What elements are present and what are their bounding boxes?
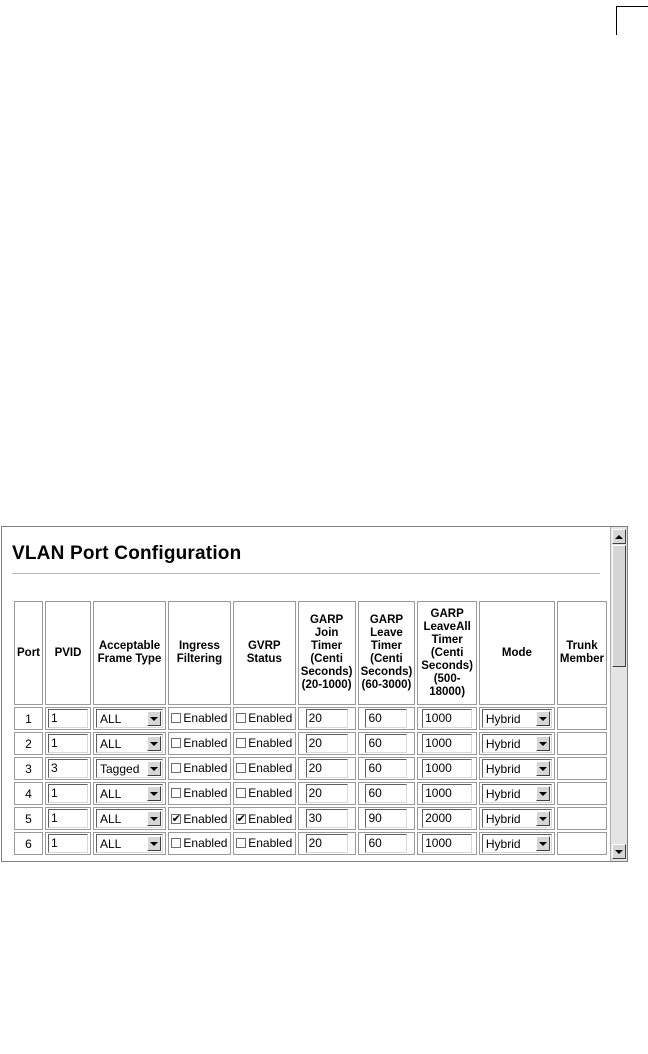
gvrp-checkbox[interactable] <box>236 786 292 800</box>
trunk-cell <box>557 782 607 805</box>
frame-type-select-button[interactable] <box>147 761 161 776</box>
frame-type-cell <box>93 732 166 755</box>
arrow-up-icon <box>615 535 623 539</box>
frame-type-cell <box>93 782 166 805</box>
mode-select-button[interactable] <box>536 711 550 726</box>
pvid-cell <box>45 832 91 855</box>
page-corner-mark <box>616 6 648 35</box>
leaveall-timer-input[interactable]: 2000 <box>422 809 472 828</box>
frame-type-select[interactable] <box>96 709 163 728</box>
mode-cell <box>479 782 555 805</box>
leave-cell <box>358 757 416 780</box>
col-header-mode: Mode <box>479 601 555 705</box>
ingress-checkbox-label: Enabled <box>183 711 228 725</box>
frame-type-select-value: ALL <box>100 711 122 726</box>
mode-select-button[interactable] <box>536 811 550 826</box>
leaveall-cell <box>417 807 476 830</box>
mode-select[interactable] <box>482 759 552 778</box>
pvid-cell <box>45 782 91 805</box>
mode-select[interactable] <box>482 784 552 803</box>
ingress-checkbox-box[interactable] <box>171 788 181 798</box>
gvrp-cell <box>233 832 296 855</box>
leave-timer-input[interactable]: 60 <box>365 784 407 803</box>
mode-cell <box>479 757 555 780</box>
gvrp-checkbox-box[interactable]: ✔ <box>236 812 246 825</box>
gvrp-checkbox-box[interactable] <box>236 838 246 848</box>
col-header-pvid: PVID <box>45 601 91 705</box>
port-cell: 2 <box>14 732 43 755</box>
ingress-checkbox[interactable] <box>171 761 227 775</box>
mode-select-button[interactable] <box>536 761 550 776</box>
join-timer-input[interactable]: 30 <box>306 809 348 828</box>
frame-type-select-button[interactable] <box>147 811 161 826</box>
frame-type-select-button[interactable] <box>147 836 161 851</box>
gvrp-checkbox[interactable] <box>236 711 292 725</box>
frame-type-select[interactable] <box>96 809 163 828</box>
vertical-scrollbar[interactable] <box>610 527 627 861</box>
ingress-cell <box>168 757 231 780</box>
table-row <box>14 782 607 805</box>
frame-type-select[interactable] <box>96 734 163 753</box>
gvrp-checkbox[interactable] <box>236 836 292 850</box>
frame-type-select[interactable] <box>96 784 163 803</box>
table-row <box>14 707 607 730</box>
trunk-cell <box>557 832 607 855</box>
table-row <box>14 832 607 855</box>
ingress-checkbox-box[interactable] <box>171 763 181 773</box>
join-timer-input[interactable]: 20 <box>306 834 348 853</box>
gvrp-checkbox-label: Enabled <box>248 711 293 725</box>
ingress-checkbox-box[interactable] <box>171 713 181 723</box>
content-area <box>2 527 609 861</box>
table-row <box>14 732 607 755</box>
ingress-checkbox-box[interactable]: ✔ <box>171 812 181 825</box>
mode-cell <box>479 732 555 755</box>
leave-timer-input[interactable]: 60 <box>365 834 407 853</box>
leaveall-cell <box>417 832 476 855</box>
leaveall-timer-input[interactable]: 1000 <box>422 759 472 778</box>
ingress-checkbox[interactable] <box>171 711 227 725</box>
col-header-frame-type: Acceptable Frame Type <box>93 601 166 705</box>
leaveall-cell <box>417 757 476 780</box>
leaveall-timer-input[interactable]: 1000 <box>422 734 472 753</box>
col-header-join-timer: GARP Join Timer (Centi Seconds) (20-1000) <box>298 601 356 705</box>
gvrp-cell <box>233 757 296 780</box>
leaveall-cell <box>417 732 476 755</box>
gvrp-checkbox[interactable] <box>236 812 292 826</box>
frame-type-select[interactable] <box>96 834 163 853</box>
ingress-checkbox-box[interactable] <box>171 738 181 748</box>
chevron-down-icon <box>150 742 158 746</box>
port-cell: 6 <box>14 832 43 855</box>
mode-select-button[interactable] <box>536 786 550 801</box>
title-divider <box>12 573 600 574</box>
arrow-down-icon <box>615 850 623 854</box>
ingress-cell <box>168 732 231 755</box>
ingress-checkbox-label: Enabled <box>183 786 228 800</box>
join-timer-input[interactable]: 20 <box>306 759 348 778</box>
chevron-down-icon <box>539 742 547 746</box>
leave-timer-input[interactable]: 60 <box>365 734 407 753</box>
ingress-checkbox-label: Enabled <box>183 761 228 775</box>
leave-cell <box>358 707 416 730</box>
chevron-down-icon <box>539 717 547 721</box>
frame-type-cell <box>93 807 166 830</box>
port-cell: 5 <box>14 807 43 830</box>
col-header-ingress: Ingress Filtering <box>168 601 231 705</box>
col-header-leave-timer: GARP Leave Timer (Centi Seconds) (60-3000) <box>358 601 416 705</box>
gvrp-checkbox[interactable] <box>236 736 292 750</box>
pvid-input[interactable]: 1 <box>48 784 88 803</box>
chevron-down-icon <box>539 842 547 846</box>
ingress-checkbox[interactable] <box>171 786 227 800</box>
ingress-checkbox[interactable] <box>171 836 227 850</box>
leave-timer-input[interactable]: 60 <box>365 759 407 778</box>
table-row <box>14 757 607 780</box>
mode-select-value: Hybrid <box>485 761 521 776</box>
chevron-down-icon <box>539 767 547 771</box>
mode-cell <box>479 807 555 830</box>
leave-cell <box>358 807 416 830</box>
frame-type-select-value: ALL <box>100 736 122 751</box>
frame-type-cell <box>93 707 166 730</box>
chevron-down-icon <box>150 817 158 821</box>
trunk-cell <box>557 707 607 730</box>
gvrp-checkbox-label: Enabled <box>248 836 293 850</box>
gvrp-checkbox-box[interactable] <box>236 738 246 748</box>
scroll-down-button[interactable] <box>612 844 626 859</box>
gvrp-cell <box>233 707 296 730</box>
join-timer-input[interactable]: 20 <box>306 709 348 728</box>
mode-select-value: Hybrid <box>485 786 521 801</box>
mode-select-value: Hybrid <box>485 711 521 726</box>
ingress-checkbox[interactable] <box>171 812 227 826</box>
join-cell <box>298 832 356 855</box>
gvrp-checkbox-label: Enabled <box>248 812 293 827</box>
leave-timer-input[interactable]: 60 <box>365 709 407 728</box>
frame-type-select-value: ALL <box>100 836 122 851</box>
header-row <box>14 601 607 705</box>
leaveall-cell <box>417 707 476 730</box>
browser-frame <box>1 526 628 862</box>
frame-type-select-value: ALL <box>100 786 122 801</box>
join-cell <box>298 757 356 780</box>
frame-type-select-value: ALL <box>100 811 122 826</box>
mode-select[interactable] <box>482 834 552 853</box>
table-row <box>14 807 607 830</box>
gvrp-checkbox-label: Enabled <box>248 736 293 750</box>
chevron-down-icon <box>539 792 547 796</box>
frame-type-select-button[interactable] <box>147 711 161 726</box>
leave-cell <box>358 832 416 855</box>
mode-select-value: Hybrid <box>485 736 521 751</box>
join-cell <box>298 707 356 730</box>
ingress-cell <box>168 707 231 730</box>
pvid-input[interactable]: 3 <box>48 759 88 778</box>
col-header-gvrp: GVRP Status <box>233 601 296 705</box>
join-timer-input[interactable]: 20 <box>306 734 348 753</box>
chevron-down-icon <box>150 842 158 846</box>
gvrp-checkbox-label: Enabled <box>248 786 293 800</box>
frame-type-cell <box>93 757 166 780</box>
pvid-cell <box>45 732 91 755</box>
ingress-checkbox-label: Enabled <box>183 836 228 850</box>
pvid-cell <box>45 707 91 730</box>
ingress-cell <box>168 782 231 805</box>
leave-cell <box>358 782 416 805</box>
gvrp-cell <box>233 807 296 830</box>
join-timer-input[interactable]: 20 <box>306 784 348 803</box>
leaveall-timer-input[interactable]: 1000 <box>422 834 472 853</box>
mode-cell <box>479 832 555 855</box>
ingress-checkbox-label: Enabled <box>183 812 228 827</box>
pvid-input[interactable]: 1 <box>48 709 88 728</box>
frame-type-cell <box>93 832 166 855</box>
chevron-down-icon <box>150 767 158 771</box>
col-header-leaveall-timer: GARP LeaveAll Timer (Centi Seconds) (500-18000) <box>417 601 476 705</box>
chevron-down-icon <box>150 717 158 721</box>
join-cell <box>298 732 356 755</box>
mode-select[interactable] <box>482 809 552 828</box>
gvrp-checkbox-box[interactable] <box>236 713 246 723</box>
pvid-input[interactable]: 1 <box>48 834 88 853</box>
leaveall-timer-input[interactable]: 1000 <box>422 709 472 728</box>
scroll-up-button[interactable] <box>612 529 626 544</box>
gvrp-cell <box>233 782 296 805</box>
chevron-down-icon <box>539 817 547 821</box>
leaveall-timer-input[interactable]: 1000 <box>422 784 472 803</box>
ingress-cell <box>168 832 231 855</box>
mode-select-value: Hybrid <box>485 836 521 851</box>
mode-select[interactable] <box>482 734 552 753</box>
port-cell: 4 <box>14 782 43 805</box>
frame-type-select[interactable] <box>96 759 163 778</box>
col-header-port: Port <box>14 601 43 705</box>
chevron-down-icon <box>150 792 158 796</box>
trunk-cell <box>557 757 607 780</box>
frame-type-select-value: Tagged <box>100 761 140 776</box>
trunk-cell <box>557 807 607 830</box>
frame-type-select-button[interactable] <box>147 736 161 751</box>
gvrp-cell <box>233 732 296 755</box>
leaveall-cell <box>417 782 476 805</box>
mode-cell <box>479 707 555 730</box>
ingress-checkbox[interactable] <box>171 736 227 750</box>
col-header-trunk: Trunk Member <box>557 601 607 705</box>
gvrp-checkbox[interactable] <box>236 761 292 775</box>
ingress-cell <box>168 807 231 830</box>
mode-select-button[interactable] <box>536 736 550 751</box>
gvrp-checkbox-label: Enabled <box>248 761 293 775</box>
mode-select[interactable] <box>482 709 552 728</box>
ingress-checkbox-label: Enabled <box>183 736 228 750</box>
port-cell: 3 <box>14 757 43 780</box>
frame-type-select-button[interactable] <box>147 786 161 801</box>
ingress-checkbox-box[interactable] <box>171 838 181 848</box>
mode-select-value: Hybrid <box>485 811 521 826</box>
leave-cell <box>358 732 416 755</box>
join-cell <box>298 782 356 805</box>
gvrp-checkbox-box[interactable] <box>236 763 246 773</box>
leave-timer-input[interactable]: 90 <box>365 809 407 828</box>
port-cell: 1 <box>14 707 43 730</box>
pvid-input[interactable]: 1 <box>48 734 88 753</box>
vlan-port-table <box>12 599 609 857</box>
scroll-thumb[interactable] <box>612 545 626 667</box>
gvrp-checkbox-box[interactable] <box>236 788 246 798</box>
pvid-cell <box>45 757 91 780</box>
pvid-input[interactable]: 1 <box>48 809 88 828</box>
join-cell <box>298 807 356 830</box>
mode-select-button[interactable] <box>536 836 550 851</box>
page-title: VLAN Port Configuration <box>12 543 242 564</box>
pvid-cell <box>45 807 91 830</box>
trunk-cell <box>557 732 607 755</box>
